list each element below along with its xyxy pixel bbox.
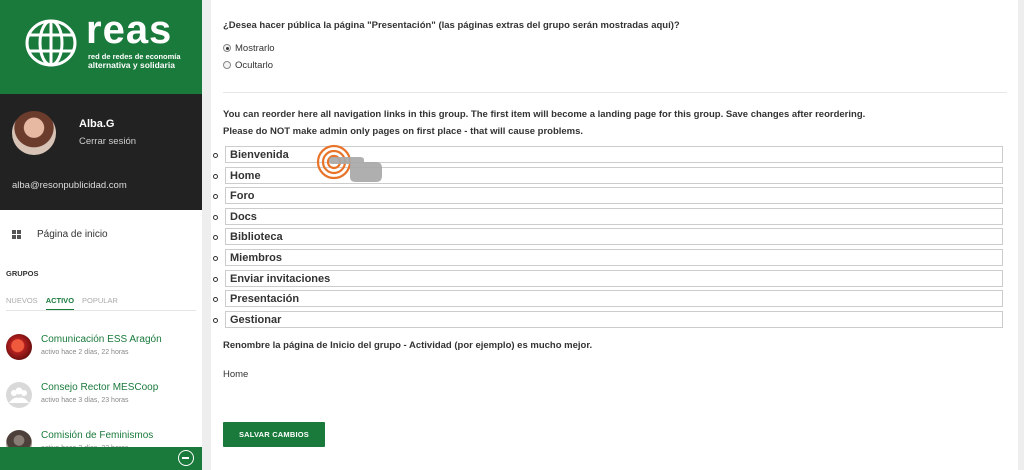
sidebar-footer — [0, 447, 202, 470]
bullet-icon — [213, 297, 218, 302]
bullet-icon — [213, 235, 218, 240]
rename-hint: Renombre la página de Inicio del grupo - Actividad (por ejemplo) es mucho mejor. — [223, 340, 593, 351]
bullet-icon — [213, 277, 218, 282]
group-name[interactable]: Comisión de Feminismos — [41, 430, 154, 441]
list-item — [211, 187, 1018, 206]
list-item — [211, 270, 1018, 289]
sortable-nav-item[interactable]: Enviar invitaciones — [225, 270, 1003, 287]
sortable-nav-item[interactable]: Docs — [225, 208, 1003, 225]
tabs-divider — [6, 310, 196, 311]
sidebar — [0, 0, 202, 470]
group-item[interactable] — [0, 332, 202, 372]
bullet-icon — [213, 174, 218, 179]
brand-name: reas — [86, 8, 173, 52]
tab-nuevos[interactable]: NUEVOS — [6, 296, 38, 305]
reorder-instructions: You can reorder here all navigation links in this group. The first item will become a landing page for this group. Save changes after reordering. — [223, 109, 866, 120]
radio-show-input[interactable] — [223, 44, 231, 52]
drag-hand-cursor-icon — [316, 144, 384, 184]
bullet-icon — [213, 215, 218, 220]
group-tabs — [6, 296, 118, 310]
radio-hide-input[interactable] — [223, 61, 231, 69]
brand-tagline-line2: alternativa y solidaria — [88, 60, 175, 70]
logout-link[interactable]: Cerrar sesión — [79, 136, 137, 147]
radio-show[interactable] — [223, 42, 275, 54]
sortable-nav-item[interactable]: Foro — [225, 187, 1003, 204]
sortable-nav-item[interactable]: Bienvenida — [225, 146, 1003, 163]
home-name-value[interactable]: Home — [223, 369, 249, 380]
group-name[interactable]: Comunicación ESS Aragón — [41, 334, 162, 345]
radio-show-label[interactable]: Mostrarlo — [235, 42, 275, 54]
radio-hide[interactable] — [223, 59, 273, 71]
tab-popular[interactable]: POPULAR — [82, 296, 118, 305]
sortable-nav-item[interactable]: Biblioteca — [225, 228, 1003, 245]
globe-logo-icon — [24, 18, 78, 68]
sortable-nav-item[interactable]: Home — [225, 167, 1003, 184]
radio-hide-label[interactable]: Ocultarlo — [235, 59, 274, 71]
user-name[interactable]: Alba.G — [79, 118, 115, 130]
bullet-icon — [213, 256, 218, 261]
people-icon — [6, 382, 32, 408]
bullet-icon — [213, 318, 218, 323]
sortable-nav-item[interactable]: Gestionar — [225, 311, 1003, 328]
sidebar-item-home[interactable] — [0, 218, 202, 252]
groups-heading: GRUPOS — [6, 269, 39, 278]
group-meta: activo hace 2 días, 22 horas — [41, 349, 129, 356]
group-name[interactable]: Consejo Rector MESCoop — [41, 382, 159, 393]
list-item — [211, 228, 1018, 247]
list-item — [211, 208, 1018, 227]
sortable-nav-item[interactable]: Presentación — [225, 290, 1003, 307]
group-meta: activo hace 3 días, 23 horas — [41, 397, 129, 404]
tab-activo[interactable]: ACTIVO — [46, 296, 74, 310]
user-avatar[interactable] — [12, 111, 56, 155]
user-email: alba@resonpublicidad.com — [12, 180, 127, 191]
group-item[interactable] — [0, 380, 202, 420]
grid-icon — [12, 230, 21, 239]
save-changes-button[interactable]: SALVAR CAMBIOS — [223, 422, 325, 447]
user-panel — [0, 94, 202, 210]
bullet-icon — [213, 194, 218, 199]
visibility-question: ¿Desea hacer pública la página "Presentación" (las páginas extras del grupo serán mostradas aquí)? — [223, 20, 680, 31]
group-avatar — [6, 334, 32, 360]
sortable-nav-item[interactable]: Miembros — [225, 249, 1003, 266]
brand-header[interactable] — [0, 0, 202, 94]
group-avatar — [6, 382, 32, 408]
bullet-icon — [213, 153, 218, 158]
reorder-warning: Please do NOT make admin only pages on first place - that will cause problems. — [223, 126, 584, 137]
list-item — [211, 290, 1018, 309]
collapse-sidebar-icon[interactable] — [178, 450, 194, 466]
section-divider — [223, 92, 1007, 93]
list-item — [211, 311, 1018, 330]
main-content — [211, 0, 1018, 470]
brand-tagline-line1: red de redes de economía — [88, 52, 181, 61]
sidebar-item-label: Página de inicio — [37, 229, 108, 240]
list-item — [211, 249, 1018, 268]
